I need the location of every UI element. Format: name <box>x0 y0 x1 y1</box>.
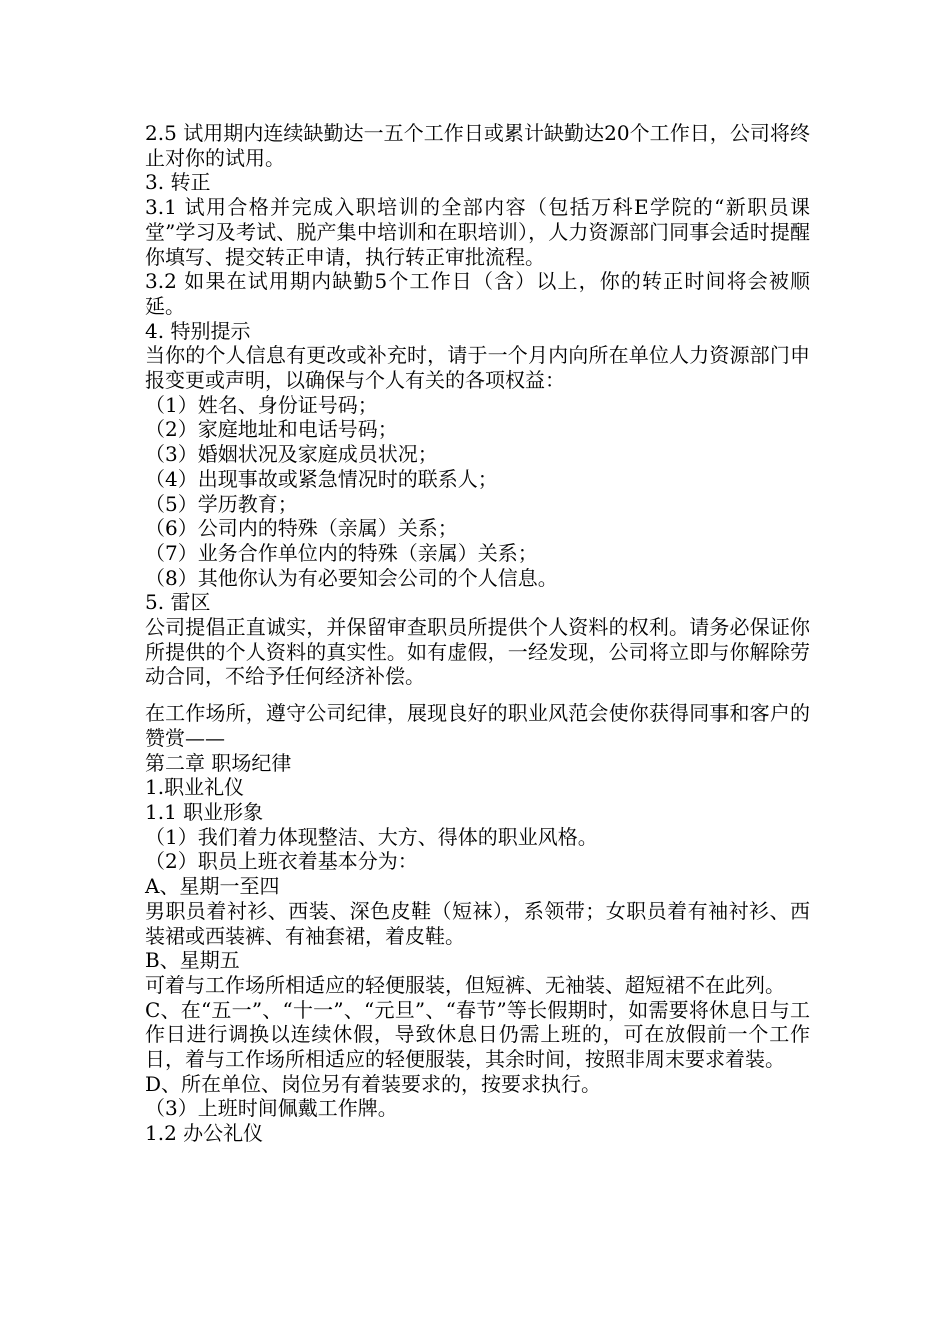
list-item: （1）我们着力体现整洁、大方、得体的职业风格。 <box>145 824 598 849</box>
paragraph-gap <box>145 689 810 701</box>
clause-2-5: 2.5 试用期内连续缺勤达一五个工作日或累计缺勤达20个工作日，公司将终止对你的试用。 <box>145 121 810 170</box>
section-5-body: 公司提倡正直诚实，并保留审查职员所提供个人资料的权利。请务必保证你所提供的个人资料的真实性。如有虚假，一经发现，公司将立即与你解除劳动合同，不给予任何经济补偿。 <box>145 615 810 689</box>
list-item: （4）出现事故或紧急情况时的联系人； <box>145 466 498 491</box>
list-item: （3）上班时间佩戴工作牌。 <box>145 1096 398 1121</box>
section-4-intro: 当你的个人信息有更改或补充时，请于一个月内向所在单位人力资源部门申报变更或声明，以确保与个人有关的各项权益： <box>145 343 810 393</box>
section-3-heading: 3. 转正 <box>145 170 211 195</box>
list-item: （7）业务合作单位内的特殊（亲属）关系； <box>145 540 538 565</box>
document-body <box>145 121 810 1146</box>
list-item: （1）姓名、身份证号码； <box>145 392 378 417</box>
dress-code-fri-heading: B、星期五 <box>145 948 240 973</box>
dress-code-holiday: C、在“五一”、“十一”、“元旦”、“春节”等长假期时，如需要将休息日与工作日进行调换以连续休假，导致休息日仍需上班的，可在放假前一个工作日，着与工作场所相适应的轻便服装，其余时间，按照非周末要求着装。 <box>145 997 810 1072</box>
list-item: （6）公司内的特殊（亲属）关系； <box>145 516 458 541</box>
list-item: （8）其他你认为有必要知会公司的个人信息。 <box>145 565 558 590</box>
dress-code-mon-thu-body: 男职员着衬衫、西装、深色皮鞋（短袜），系领带；女职员着有袖衬衫、西装裙或西装裤、有袖套裙，着皮鞋。 <box>145 898 810 948</box>
section-1-1-heading: 1.1 职业形象 <box>145 799 264 824</box>
dress-code-special: D、所在单位、岗位另有着装要求的，按要求执行。 <box>145 1071 602 1096</box>
section-1-heading: 1.职业礼仪 <box>145 775 245 800</box>
list-item: （2）职员上班衣着基本分为： <box>145 849 418 874</box>
list-item: （3）婚姻状况及家庭成员状况； <box>145 442 438 467</box>
clause-3-1: 3.1 试用合格并完成入职培训的全部内容（包括万科E学院的“新职员课堂”学习及考试、脱产集中培训和在职培训），人力资源部门同事会适时提醒你填写、提交转正申请，执行转正审批流程。 <box>145 195 810 269</box>
clause-3-2: 3.2 如果在试用期内缺勤5个工作日（含）以上，你的转正时间将会被顺延。 <box>145 269 810 318</box>
section-5-heading: 5. 雷区 <box>145 590 211 615</box>
section-4-heading: 4. 特别提示 <box>145 318 251 343</box>
dress-code-mon-thu-heading: A、星期一至四 <box>145 874 280 899</box>
chapter-intro: 在工作场所，遵守公司纪律，展现良好的职业风范会使你获得同事和客户的赞赏—— <box>145 701 810 750</box>
section-1-2-heading: 1.2 办公礼仪 <box>145 1121 264 1146</box>
dress-code-fri-body: 可着与工作场所相适应的轻便服装，但短裤、无袖装、超短裙不在此列。 <box>145 972 785 997</box>
list-item: （2）家庭地址和电话号码； <box>145 417 398 442</box>
chapter-2-heading: 第二章 职场纪律 <box>145 750 292 775</box>
list-item: （5）学历教育； <box>145 491 298 516</box>
